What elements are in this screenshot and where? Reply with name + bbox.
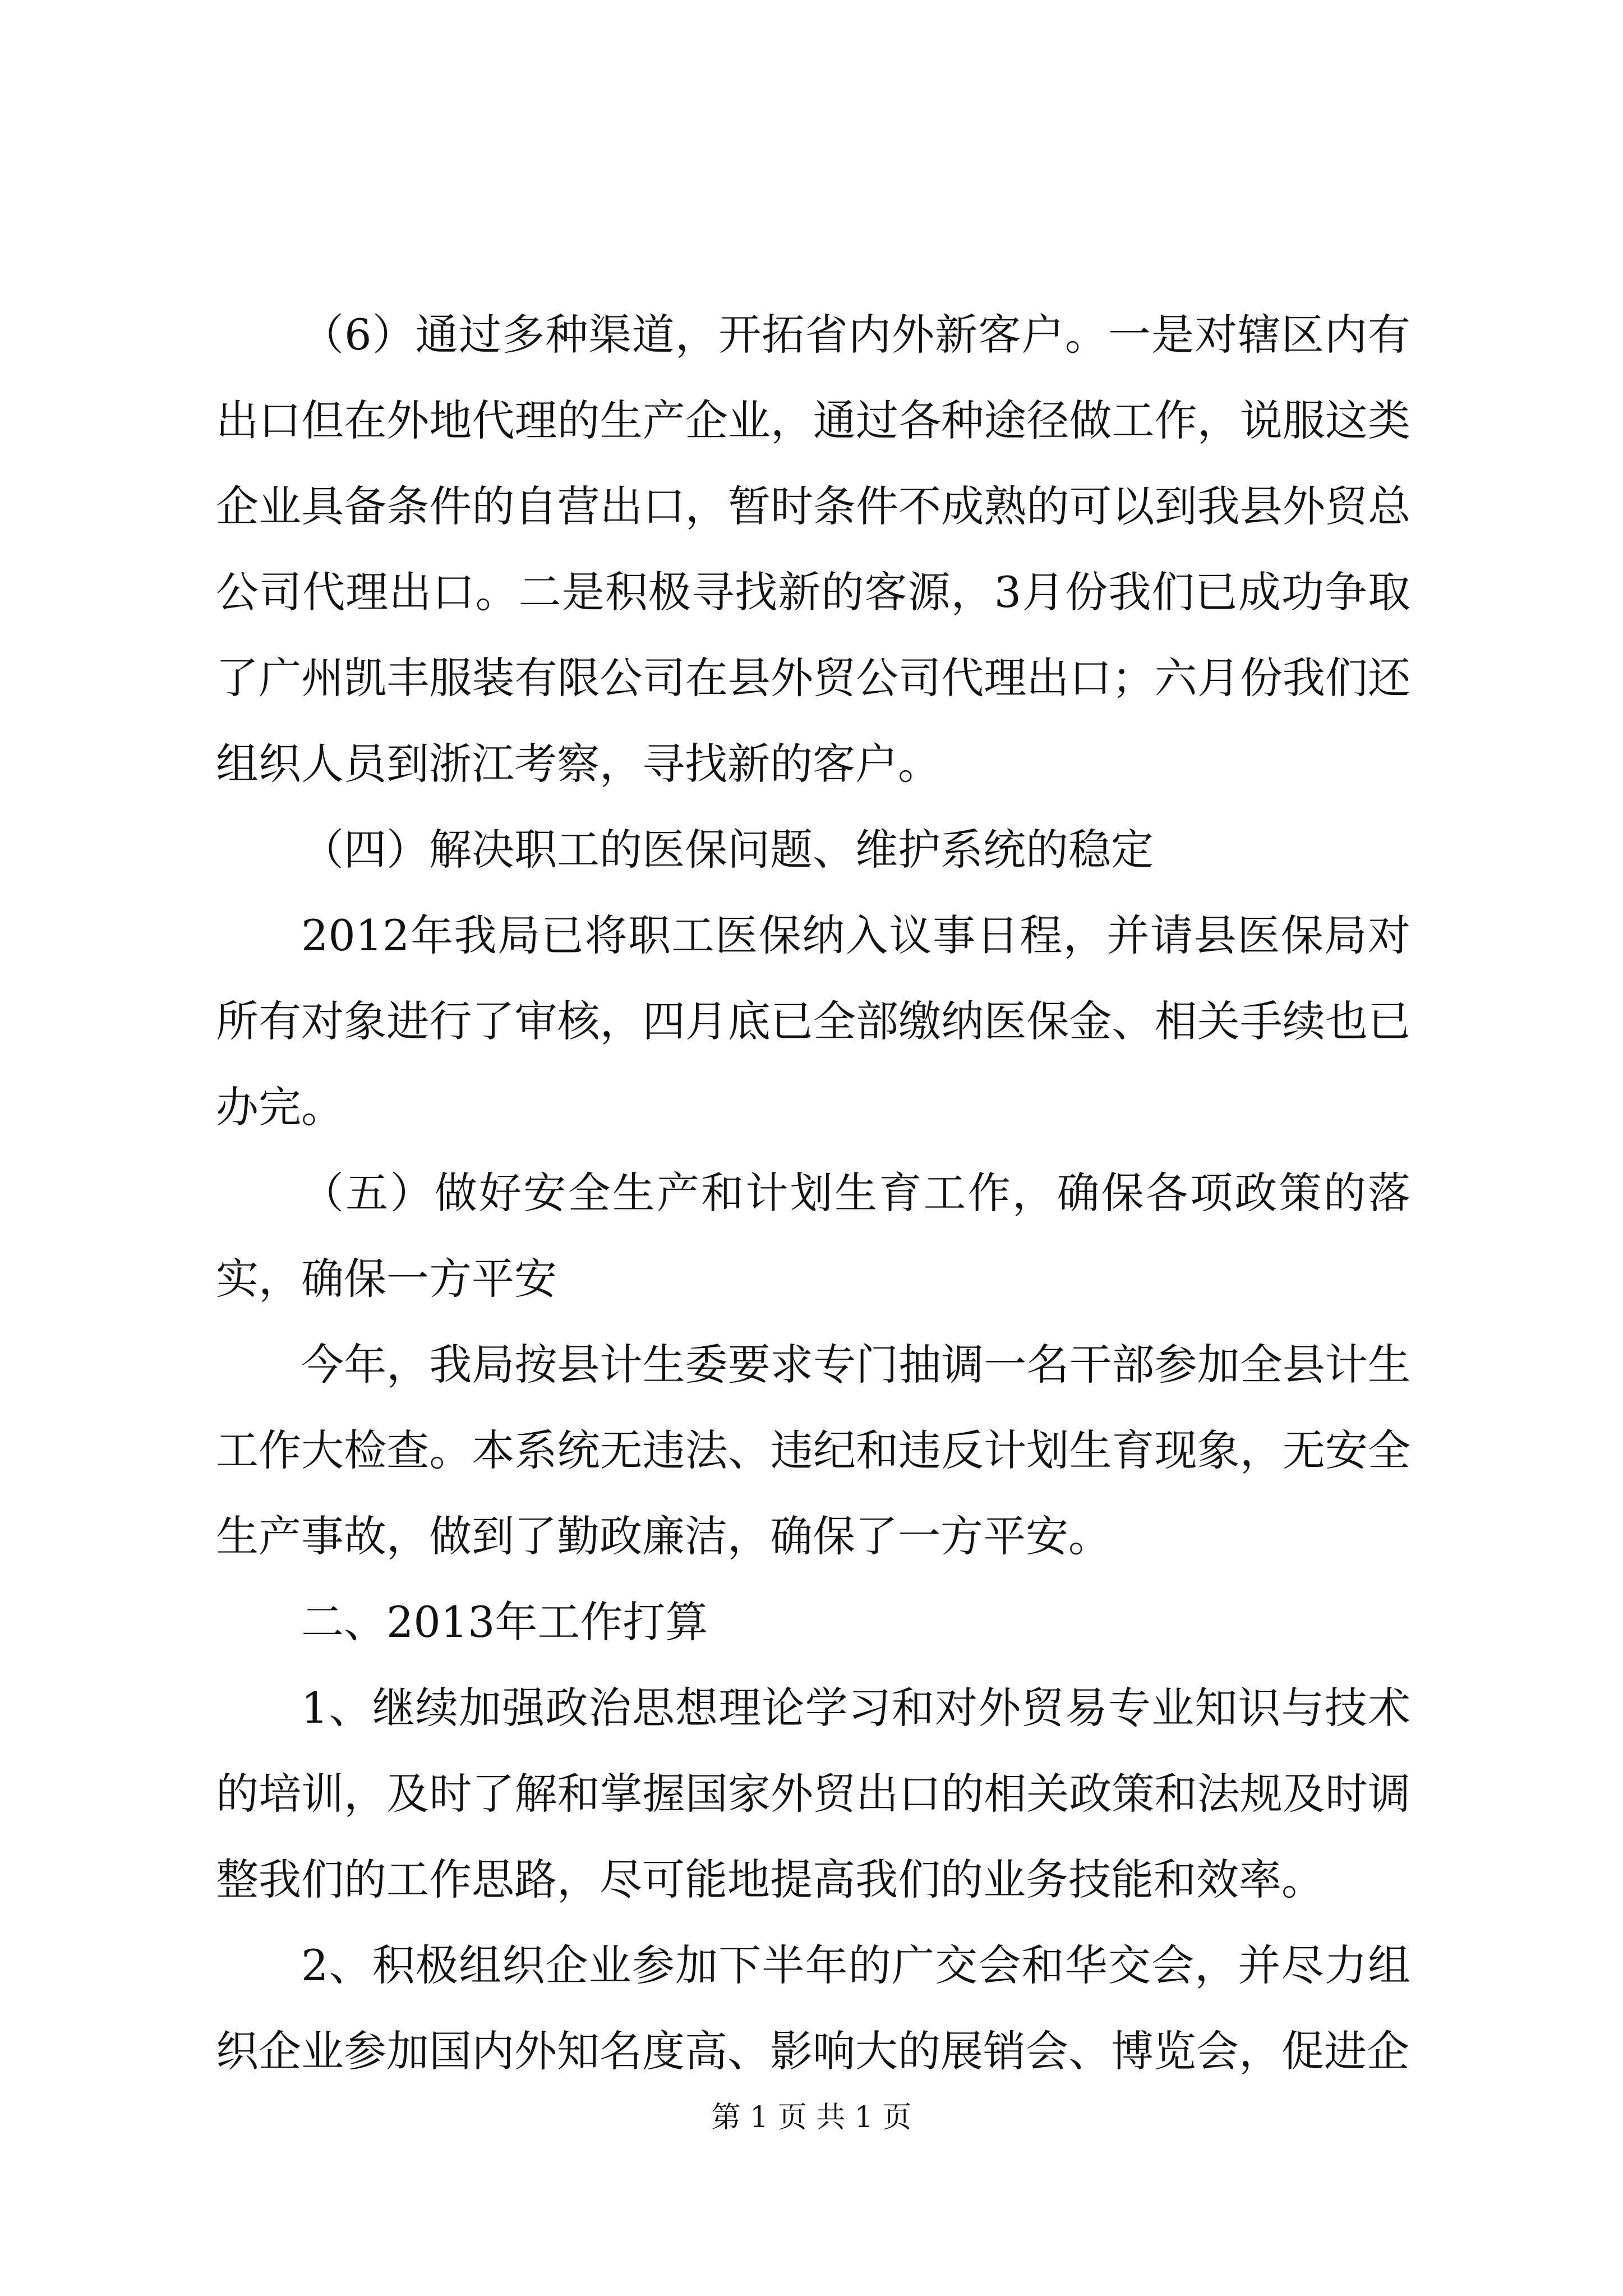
paragraph-medical-insurance: 2012年我局已将职工医保纳入议事日程，并请县医保局对所有对象进行了审核，四月底已全部缴纳医保金、相关手续也已办完。 (216, 910, 1410, 1132)
paragraph-heading-safety: （五）做好安全生产和计划生育工作，确保各项政策的落实，确保一方平安 (216, 1168, 1410, 1304)
paragraph-safety: 今年，我局按县计生委要求专门抽调一名干部参加全县计生工作大检查。本系统无违法、违纪和违反计划生育现象，无安全生产事故，做到了勤政廉洁，确保了一方平安。 (216, 1340, 1410, 1561)
paragraph-plan-1: 1、继续加强政治思想理论学习和对外贸易专业知识与技术的培训，及时了解和掌握国家外贸出口的相关政策和法规及时调整我们的工作思路，尽可能地提高我们的业务技能和效率。 (216, 1683, 1410, 1904)
paragraph-heading-2013-plan: 二、2013年工作打算 (301, 1597, 708, 1647)
paragraph-customers: （6）通过多种渠道，开拓省内外新客户。一是对辖区内有出口但在外地代理的生产企业，通过各种途径做工作，说服这类企业具备条件的自营出口，暂时条件不成熟的可以到我县外贸总公司代理出口。二是积极寻找新的客源，3月份我们已成功争取了广州凯丰服装有限公司在县外贸公司代理出口；六月份我们还组织人员到浙江考察，寻找新的客户。 (216, 310, 1410, 789)
page-footer: 第 1 页 共 1 页 (711, 2101, 912, 2134)
paragraph-plan-2: 2、积极组织企业参加下半年的广交会和华交会，并尽力组织企业参加国内外知名度高、影响大的展销会、博览会，促进企 (216, 1940, 1410, 2076)
document-body (216, 292, 1410, 2094)
paragraph-heading-medical-insurance: （四）解决职工的医保问题、维护系统的稳定 (301, 825, 1154, 875)
